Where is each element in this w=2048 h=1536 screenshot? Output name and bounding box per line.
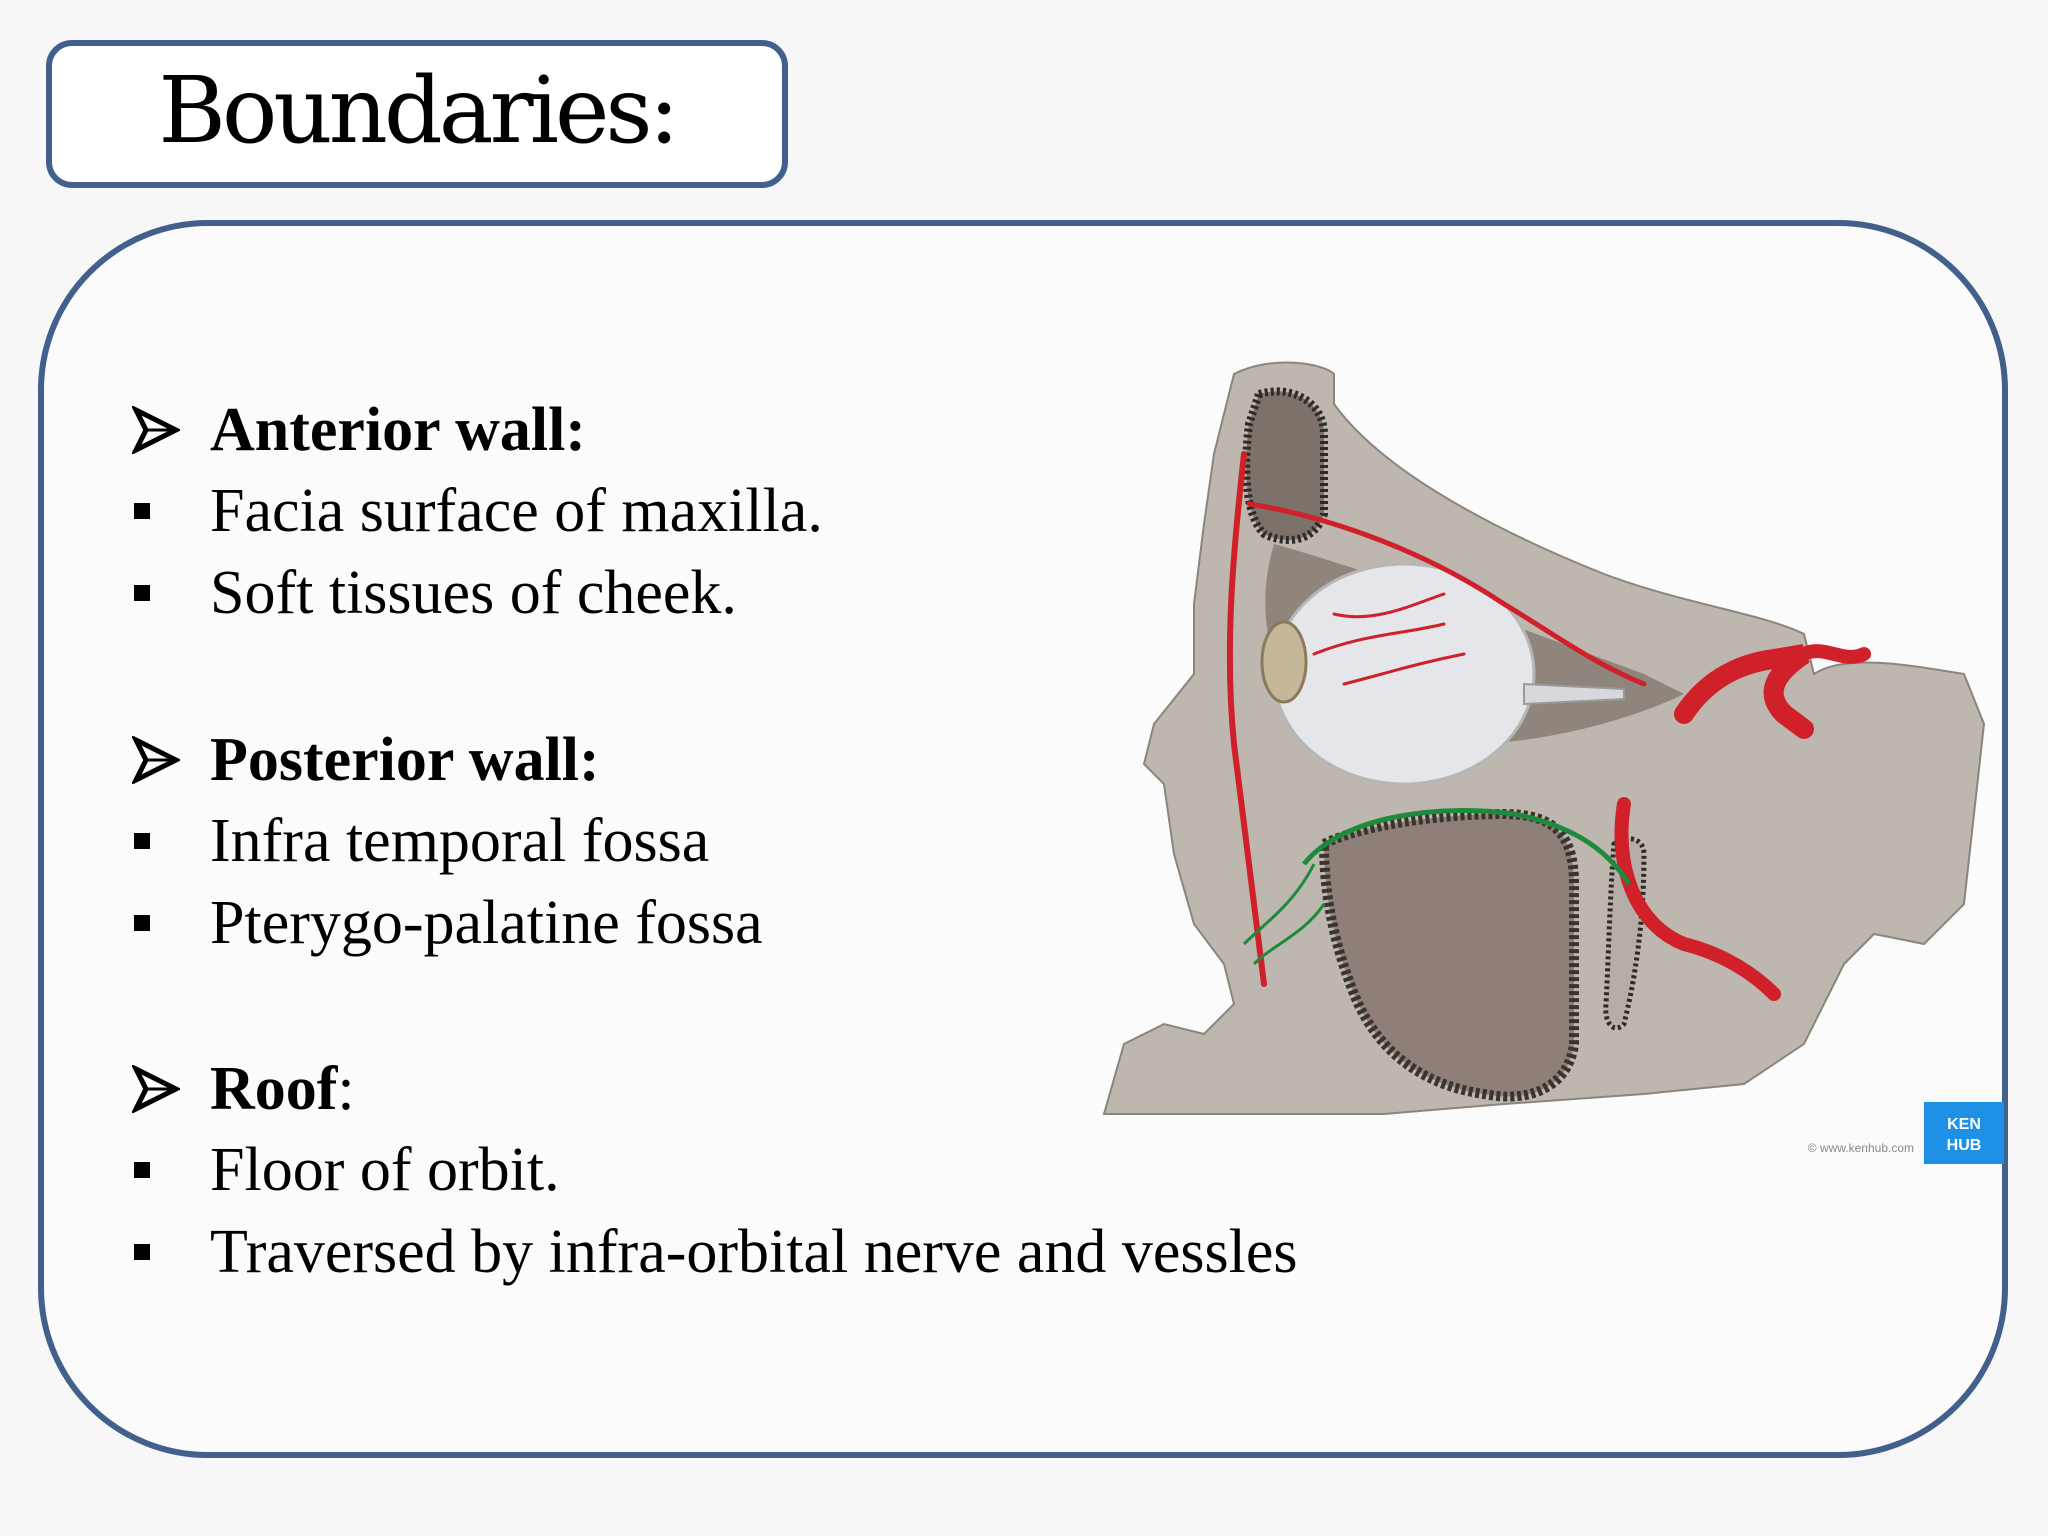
slide-title: Boundaries: — [158, 57, 676, 164]
list-item — [132, 470, 823, 552]
image-credit: © www.kenhub.com — [1807, 1141, 1914, 1155]
cornea — [1262, 622, 1306, 702]
list-item — [132, 800, 763, 882]
section-heading — [132, 390, 823, 470]
section-heading — [132, 720, 763, 800]
list-item-text: Floor of orbit. — [210, 1135, 560, 1204]
list-item — [132, 552, 823, 634]
square-bullet-icon — [134, 585, 150, 601]
heading-text: Roof — [210, 1054, 338, 1123]
heading-suffix: : — [337, 1054, 355, 1123]
arrow-bullet-icon — [132, 736, 210, 784]
list-item — [132, 882, 763, 964]
logo-line-2: HUB — [1946, 1137, 1982, 1154]
heading-text: Posterior wall: — [210, 725, 600, 794]
section-posterior-wall — [132, 720, 763, 964]
square-bullet-icon — [134, 833, 150, 849]
list-item-text: Soft tissues of cheek. — [210, 558, 737, 627]
kenhub-logo — [1924, 1102, 2004, 1164]
square-bullet-icon — [134, 1162, 150, 1178]
heading-text: Anterior wall: — [210, 395, 586, 464]
square-bullet-icon — [134, 1244, 150, 1260]
square-bullet-icon — [134, 503, 150, 519]
logo-line-1: KEN — [1947, 1116, 1981, 1133]
list-item-text: Infra temporal fossa — [210, 806, 710, 875]
title-box — [46, 40, 788, 188]
list-item-text: Pterygo-palatine fossa — [210, 888, 763, 957]
content-panel — [38, 220, 2008, 1458]
arrow-bullet-icon — [132, 1065, 210, 1113]
square-bullet-icon — [134, 915, 150, 931]
arrow-bullet-icon — [132, 406, 210, 454]
list-item-text: Facia surface of maxilla. — [210, 476, 823, 545]
orbit-maxillary-sinus-illustration — [1084, 344, 2004, 1184]
list-item — [132, 1211, 1298, 1293]
list-item-text: Traversed by infra-orbital nerve and vessles — [210, 1217, 1298, 1286]
section-anterior-wall — [132, 390, 823, 634]
